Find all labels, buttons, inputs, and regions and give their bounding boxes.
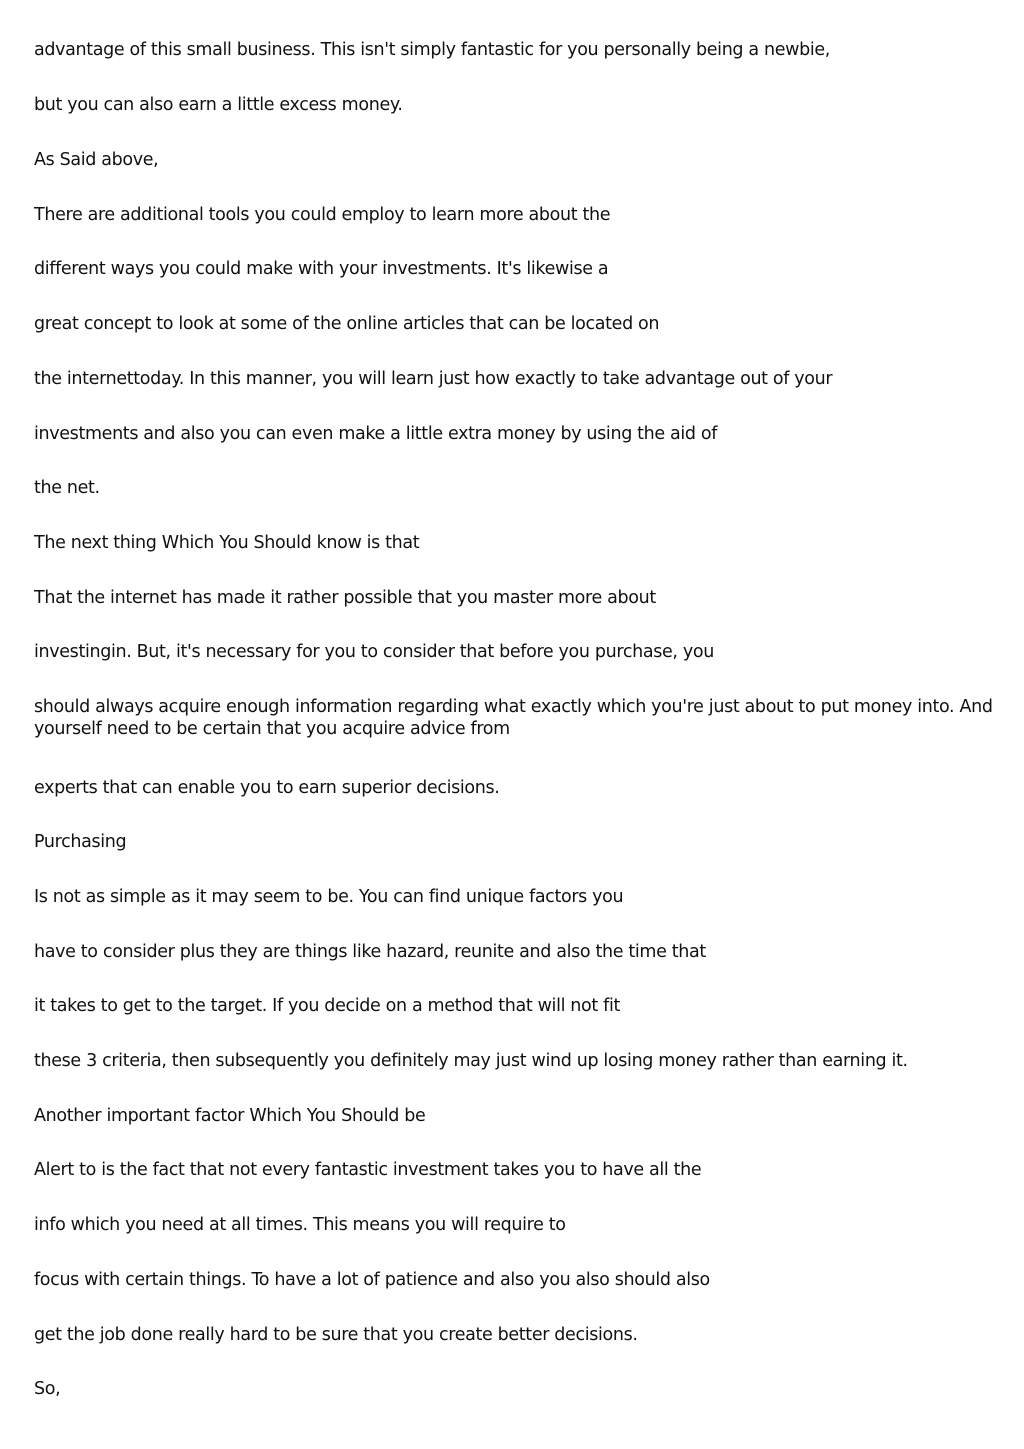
paragraph: So, xyxy=(34,1379,61,1399)
paragraph: That the internet has made it rather possible that you master more about xyxy=(34,588,656,608)
paragraph: investingin. But, it's necessary for you to consider that before you purchase, you xyxy=(34,642,714,662)
paragraph: have to consider plus they are things like hazard, reunite and also the time that xyxy=(34,942,706,962)
paragraph: but you can also earn a little excess money. xyxy=(34,95,403,115)
paragraph: info which you need at all times. This means you will require to xyxy=(34,1215,566,1235)
paragraph: As Said above, xyxy=(34,150,159,170)
paragraph: focus with certain things. To have a lot of patience and also you also should also xyxy=(34,1270,710,1290)
paragraph: Is not as simple as it may seem to be. You can find unique factors you xyxy=(34,887,624,907)
paragraph: There are additional tools you could employ to learn more about the xyxy=(34,205,611,225)
paragraph: Another important factor Which You Should be xyxy=(34,1106,426,1126)
paragraph: it takes to get to the target. If you decide on a method that will not fit xyxy=(34,996,620,1016)
paragraph: different ways you could make with your investments. It's likewise a xyxy=(34,259,609,279)
paragraph: The next thing Which You Should know is that xyxy=(34,533,420,553)
paragraph: the net. xyxy=(34,478,100,498)
paragraph: advantage of this small business. This isn't simply fantastic for you personally being a newbie, xyxy=(34,40,831,60)
paragraph: Purchasing xyxy=(34,832,127,852)
paragraph: great concept to look at some of the online articles that can be located on xyxy=(34,314,660,334)
paragraph: get the job done really hard to be sure that you create better decisions. xyxy=(34,1325,638,1345)
paragraph: the internettoday. In this manner, you will learn just how exactly to take advantage out of your xyxy=(34,369,833,389)
paragraph: these 3 criteria, then subsequently you definitely may just wind up losing money rather than earning it. xyxy=(34,1051,908,1071)
paragraph: investments and also you can even make a little extra money by using the aid of xyxy=(34,424,718,444)
paragraph: Alert to is the fact that not every fantastic investment takes you to have all the xyxy=(34,1160,702,1180)
paragraph: experts that can enable you to earn superior decisions. xyxy=(34,778,500,798)
paragraph: should always acquire enough information regarding what exactly which you're just about to put money into. And yourself need to be certain that you acquire advice from xyxy=(34,697,993,739)
